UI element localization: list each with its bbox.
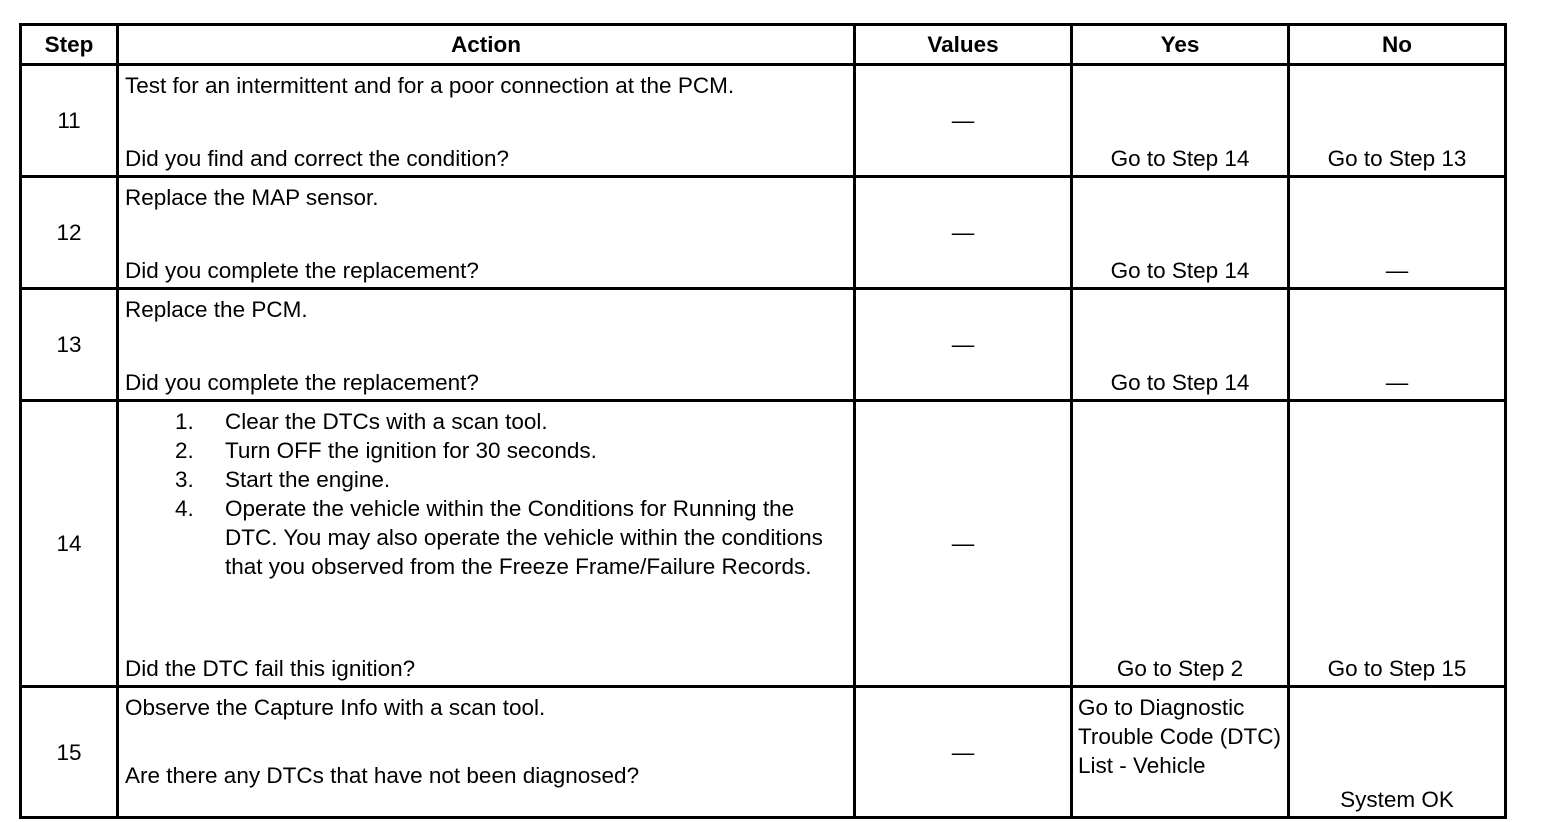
header-no: No [1289,25,1506,65]
list-text: Start the engine. [225,467,391,492]
no-cell: — [1289,177,1506,289]
action-cell [118,687,855,818]
list-item [125,494,849,581]
step-number: 13 [21,289,118,401]
action-question: Did you find and correct the condition? [125,146,509,171]
step-number: 12 [21,177,118,289]
list-number: 1. [175,409,194,434]
action-cell [118,65,855,177]
action-cell [118,177,855,289]
list-text: Turn OFF the ignition for 30 seconds. [225,438,597,463]
list-item [125,436,849,465]
action-instruction: Replace the MAP sensor. [125,185,379,210]
yes-cell: Go to Diagnostic Trouble Code (DTC) List - Vehicle [1072,687,1289,818]
list-text: Clear the DTCs with a scan tool. [225,409,548,434]
header-yes: Yes [1072,25,1289,65]
action-question: Are there any DTCs that have not been diagnosed? [125,763,640,788]
table-row [21,65,1506,177]
no-cell: — [1289,289,1506,401]
action-question: Did the DTC fail this ignition? [125,656,416,681]
yes-cell: Go to Step 14 [1072,177,1289,289]
header-row [21,25,1506,65]
list-number: 3. [175,467,194,492]
values-cell: — [855,177,1072,289]
action-question: Did you complete the replacement? [125,370,479,395]
action-question: Did you complete the replacement? [125,258,479,283]
header-values: Values [855,25,1072,65]
no-cell: Go to Step 13 [1289,65,1506,177]
table-row [21,177,1506,289]
no-cell: System OK [1289,687,1506,818]
step-number: 14 [21,401,118,687]
values-cell: — [855,289,1072,401]
action-instruction: Replace the PCM. [125,297,308,322]
yes-cell: Go to Step 14 [1072,65,1289,177]
action-cell [118,289,855,401]
values-cell: — [855,65,1072,177]
step-number: 15 [21,687,118,818]
yes-cell: Go to Step 14 [1072,289,1289,401]
table-row [21,687,1506,818]
values-cell: — [855,401,1072,687]
list-text: Operate the vehicle within the Conditions for Running the DTC. You may also operate the vehicle within the conditions that you observed from the Freeze Frame/Failure Records. [225,496,823,579]
procedure-list [125,407,849,581]
list-item [125,465,849,494]
action-instruction: Observe the Capture Info with a scan tool. [125,695,546,720]
diagnostic-table [19,23,1507,819]
list-number: 2. [175,438,194,463]
table-row [21,401,1506,687]
action-instruction: Test for an intermittent and for a poor connection at the PCM. [125,73,735,98]
step-number: 11 [21,65,118,177]
list-number: 4. [175,496,194,521]
action-cell [118,401,855,687]
header-action: Action [118,25,855,65]
header-step: Step [21,25,118,65]
values-cell: — [855,687,1072,818]
table-row [21,289,1506,401]
yes-cell: Go to Step 2 [1072,401,1289,687]
no-cell: Go to Step 15 [1289,401,1506,687]
list-item [125,407,849,436]
